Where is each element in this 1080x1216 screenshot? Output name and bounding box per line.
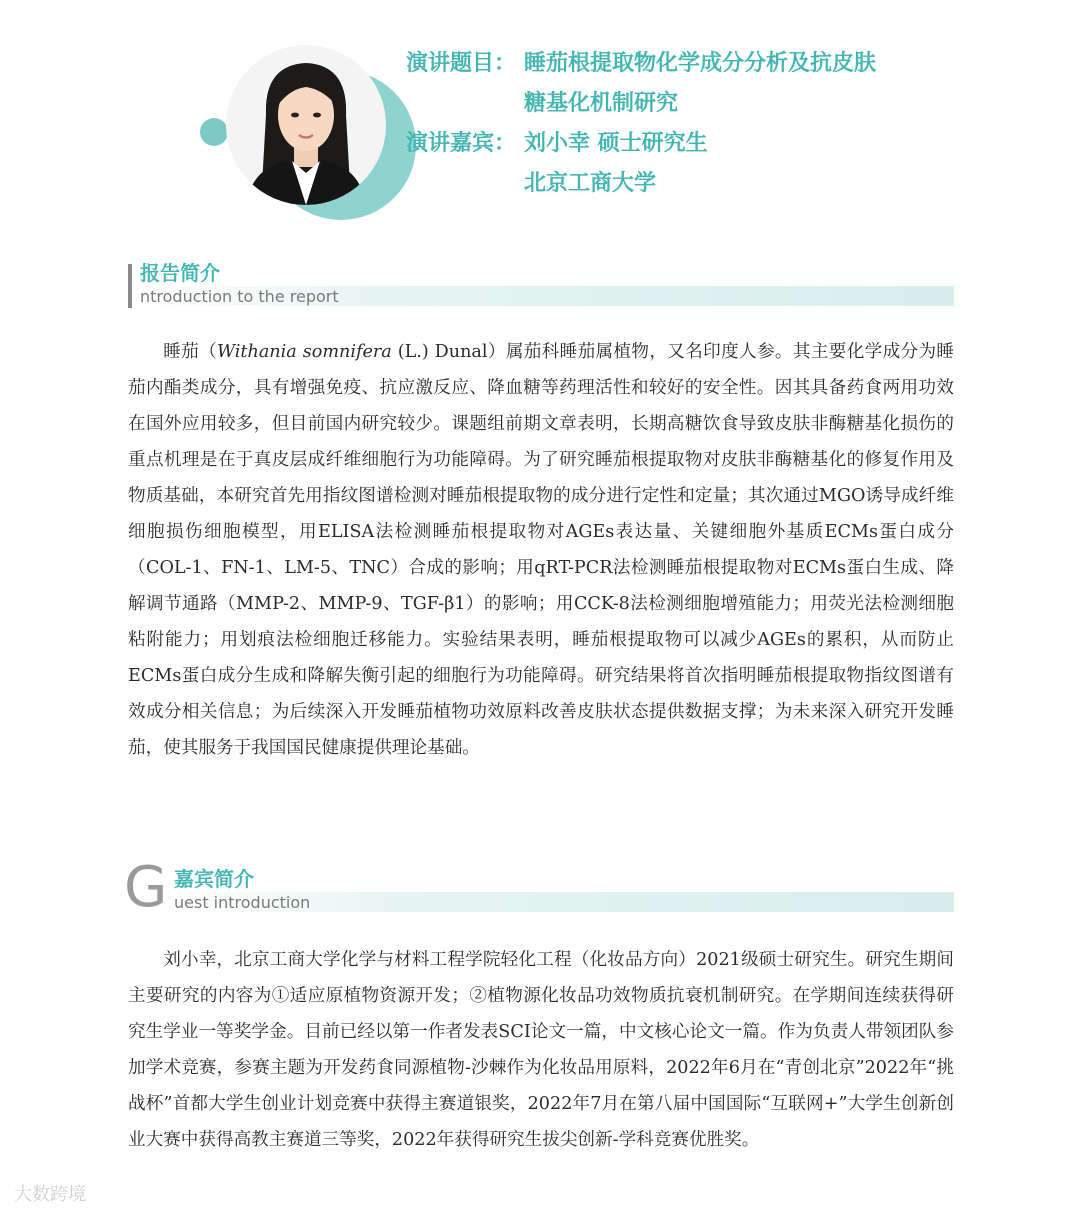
speaker-portrait [196, 40, 396, 220]
section-bar [128, 264, 132, 308]
report-section-header [128, 260, 954, 308]
speaker-label: 演讲嘉宾： [406, 131, 517, 156]
species-name: Withania somnifera [217, 342, 392, 362]
watermark: 大数跨境 [14, 1184, 86, 1205]
speaker-name: 刘小幸 硕士研究生 [524, 131, 708, 156]
talk-info [406, 44, 876, 204]
section-subtitle: ntroduction to the report [140, 287, 339, 306]
speaker-photo [226, 45, 386, 205]
guest-section-header [124, 855, 954, 920]
section-title: 报告简介 [140, 261, 220, 285]
talk-title-label: 演讲题目： [406, 51, 517, 76]
talk-title-line1: 睡茄根提取物化学成分分析及抗皮肤 [524, 51, 877, 76]
talk-title-line2: 糖基化机制研究 [524, 91, 679, 116]
section-title: 嘉宾简介 [174, 867, 254, 891]
guest-paragraph: 刘小幸，北京工商大学化学与材料工程学院轻化工程（化妆品方向）2021级硕士研究生。研究生期间主要研究的内容为①适应原植物资源开发；②植物源化妆品功效物质抗衰机制研究。在学期间连续获得研究生学业一等奖学金。目前已经以第一作者发表SCI论文一篇，中文核心论文一篇。作为负责人带领团队参加学术竞赛，参赛主题为开发药食同源植物-沙棘作为化妆品用原料，2022年6月在“青创北京”2022年“挑战杯”首都大学生创业计划竞赛中获得主赛道银奖，2022年7月在第八届中国国际“互联网+”大学生创新创业大赛中获得高教主赛道三等奖，2022年获得研究生拔尖创新-学科竞赛优胜奖。 [128, 950, 954, 1150]
report-paragraph: 睡茄（Withania somnifera (L.) Dunal）属茄科睡茄属植物，又名印度人参。其主要化学成分为睡茄内酯类成分，具有增强免疫、抗应激反应、降血糖等药理活性和较好的安全性。因其具备药食两用功效在国外应用较多，但目前国内研究较少。课题组前期文章表明，长期高糖饮食导致皮肤非酶糖基化损伤的重点机理是在于真皮层成纤维细胞行为功能障碍。为了研究睡茄根提取物对皮肤非酶糖基化的修复作用及物质基础，本研究首先用指纹图谱检测对睡茄根提取物的成分进行定性和定量；其次通过MGO诱导成纤维细胞损伤细胞模型，用ELISA法检测睡茄根提取物对AGEs表达量、关键细胞外基质ECMs蛋白成分（COL-1、FN-1、LM-5、TNC）合成的影响；用qRT-PCR法检测睡茄根提取物对ECMs蛋白生成、降解调节通路（MMP-2、MMP-9、TGF-β1）的影响；用CCK-8法检测细胞增殖能力；用荧光法检测细胞粘附能力；用划痕法检细胞迁移能力。实验结果表明，睡茄根提取物可以减少AGEs的累积，从而防止ECMs蛋白成分生成和降解失衡引起的细胞行为功能障碍。研究结果将首次指明睡茄根提取物指纹图谱有效成分相关信息；为后续深入开发睡茄植物功效原料改善皮肤状态提供数据支撑；为未来深入研究开发睡茄，使其服务于我国国民健康提供理论基础。 [128, 342, 954, 758]
decor-dot [200, 118, 228, 146]
speaker-affiliation: 北京工商大学 [524, 171, 657, 196]
section-initial: G [124, 855, 168, 920]
section-subtitle: uest introduction [174, 893, 311, 912]
